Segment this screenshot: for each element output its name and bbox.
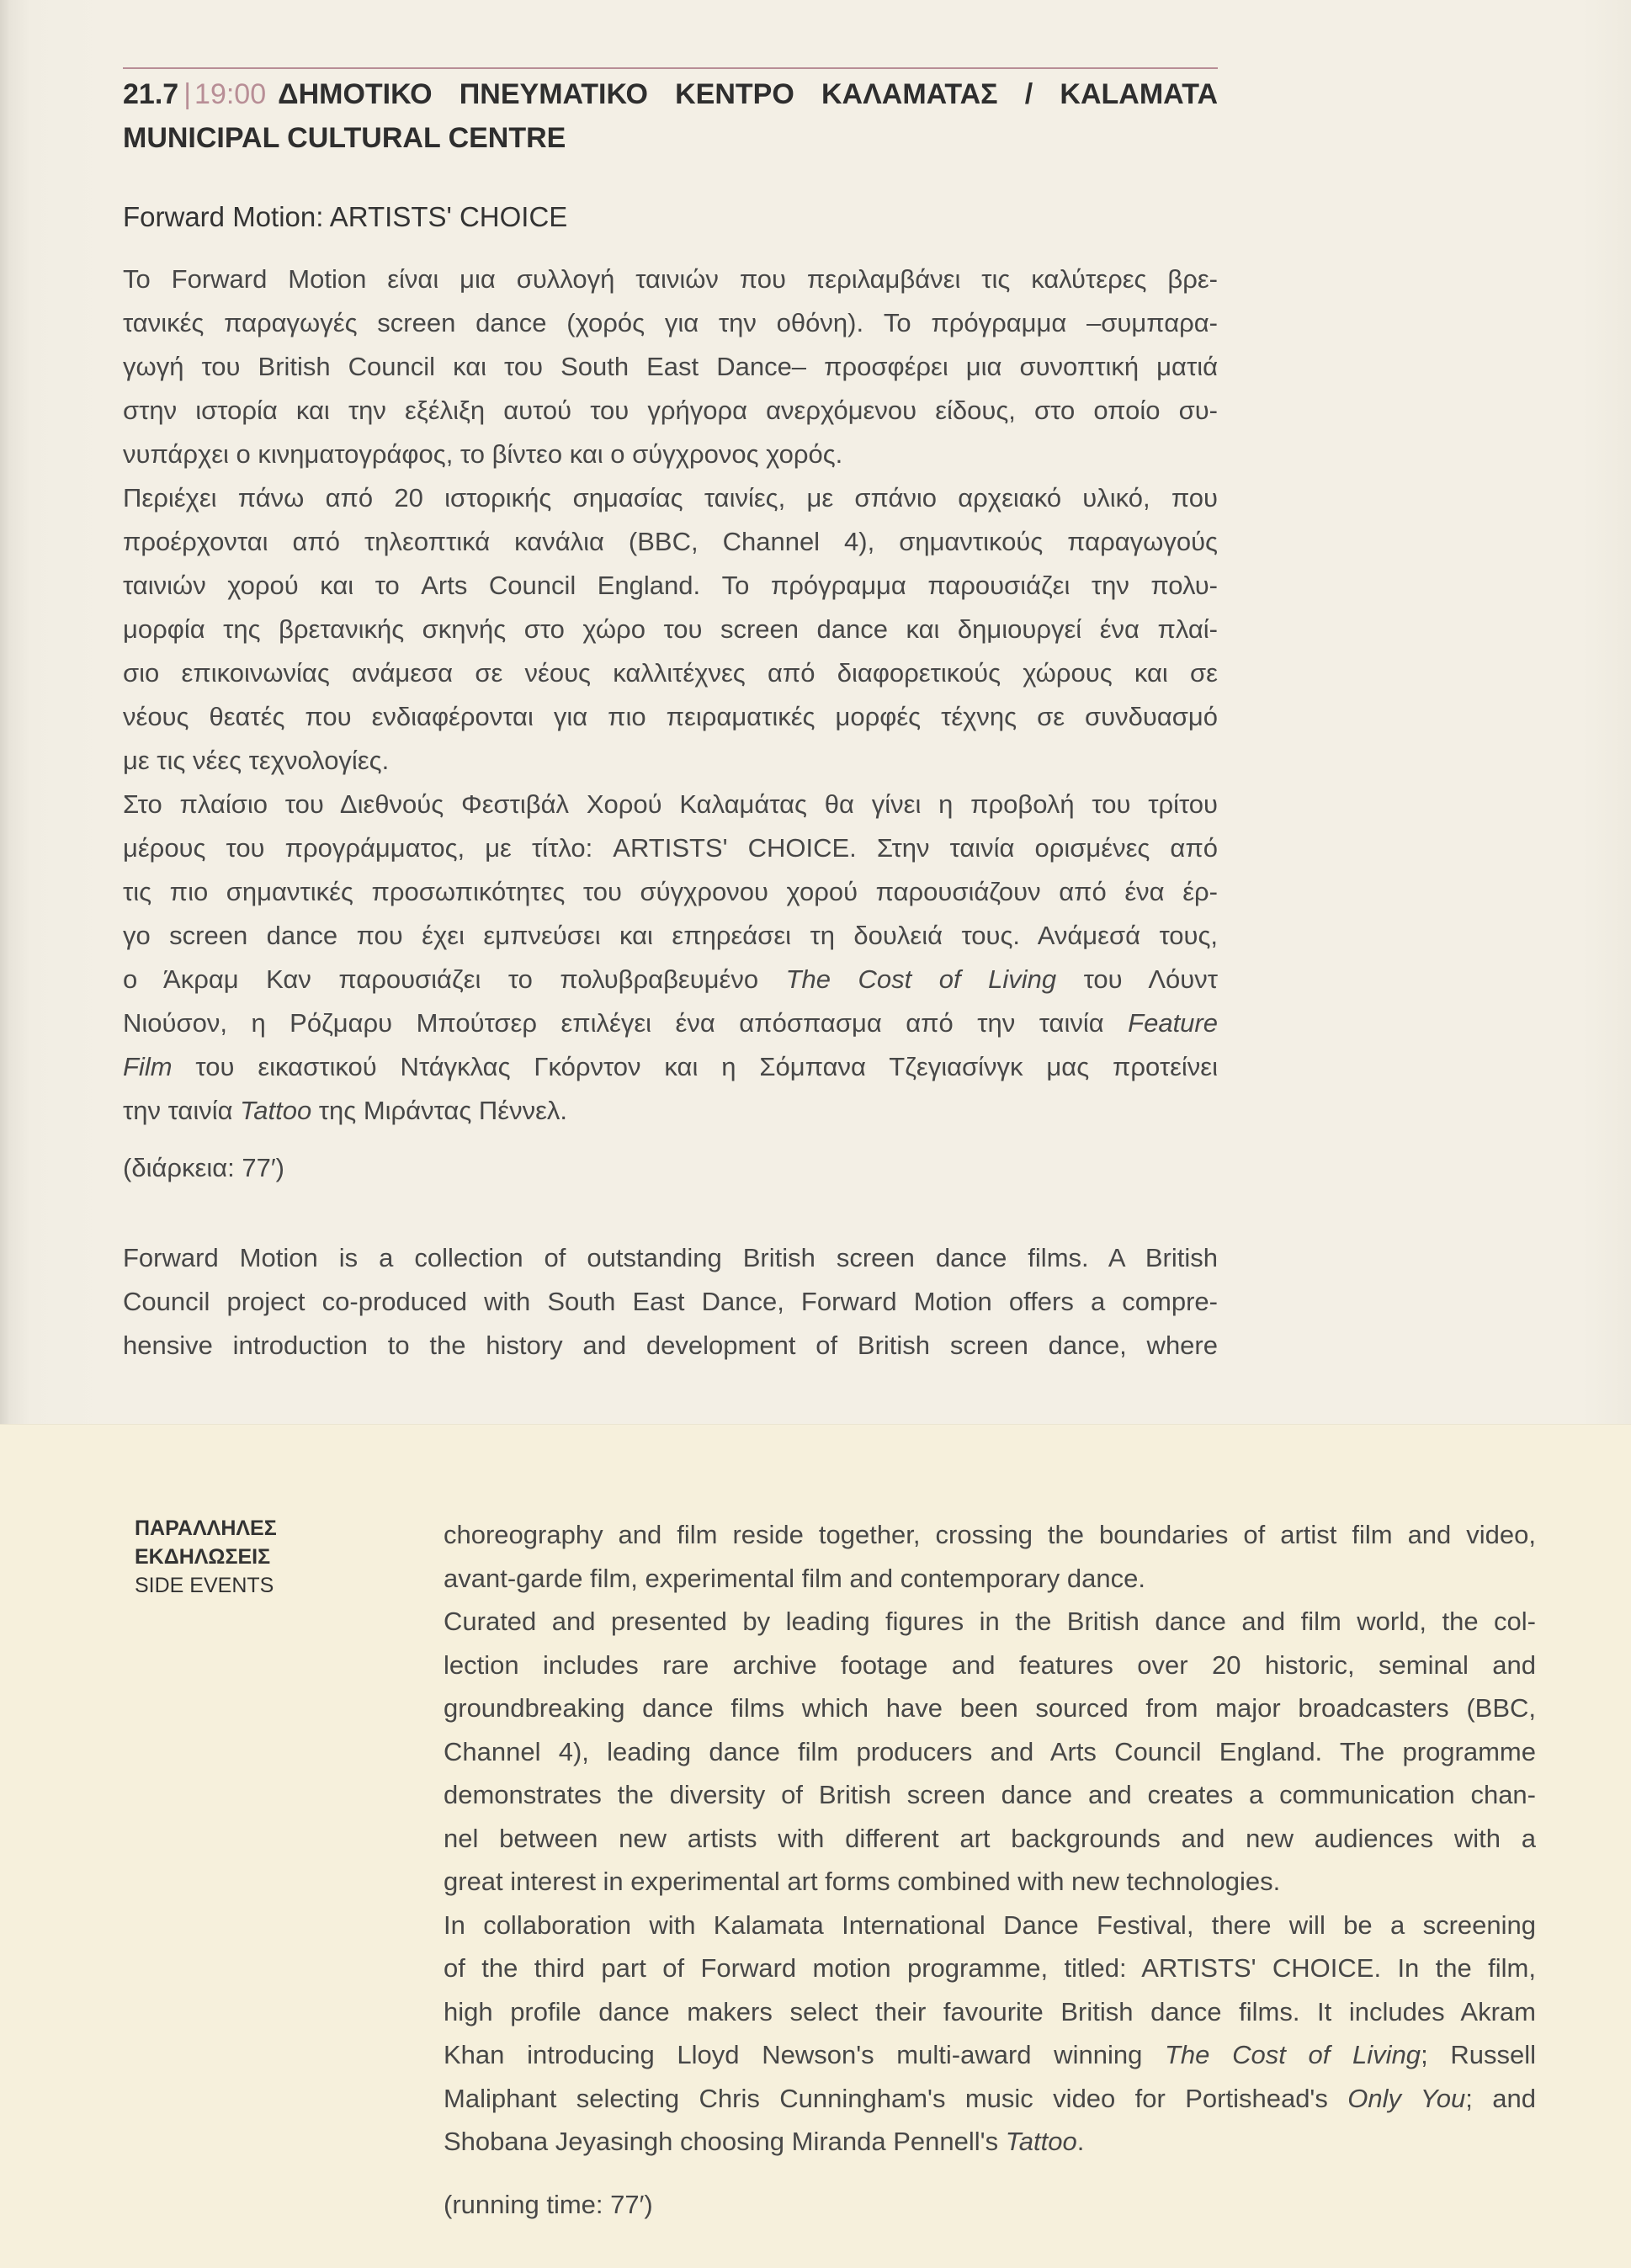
paragraph (444, 1904, 1536, 2164)
text-line: σιο επικοινωνίας ανάμεσα σε νέους καλλιτέχνες από διαφορετικούς χώρους και σε (123, 658, 1218, 688)
paragraph (444, 1513, 1536, 1600)
text-line: nel between new artists with different art backgrounds and new audiences with a (444, 1823, 1536, 1853)
text-line: νυπάρχει ο κινηματογράφος, το βίντεο και ο σύγχρονος χορός. (123, 439, 843, 469)
section-label-greek-2: ΕΚΔΗΛΩΣΕΙΣ (135, 1545, 271, 1569)
text-line: ταινιών χορού και το Arts Council England. Το πρόγραμμα παρουσιάζει την πολυ- (123, 571, 1218, 600)
text-line: προέρχονται από τηλεοπτικά κανάλια (BBC, Channel 4), σημαντικούς παραγωγούς (123, 527, 1218, 556)
text-line (444, 2033, 1536, 2077)
text-segment: ; and (1465, 2083, 1536, 2113)
text-line: στην ιστορία και την εξέλιξη αυτού του γρήγορα ανερχόμενου είδους, στο οποίο συ- (123, 396, 1218, 425)
text-line: γωγή του British Council και του South East Dance– προσφέρει μια συνοπτική ματιά (123, 352, 1218, 381)
text-line: choreography and film reside together, crossing the boundaries of artist film and video, (444, 1520, 1536, 1549)
italic-film-title: Film (123, 1052, 173, 1081)
text-line: Περιέχει πάνω από 20 ιστορικής σημασίας ταινίες, με σπάνιο αρχειακό υλικό, που (123, 483, 1218, 513)
italic-film-title: The Cost of Living (1165, 2040, 1421, 2069)
text-segment: Shobana Jeyasingh choosing Miranda Pennell's (444, 2127, 1006, 2156)
text-segment: ; Russell (1421, 2040, 1536, 2069)
text-segment: του Λόυντ (1056, 964, 1218, 994)
text-line: Το Forward Motion είναι μια συλλογή ταινιών που περιλαμβάνει τις καλύτερες βρε- (123, 264, 1218, 294)
event-date: 21.7 (123, 78, 179, 110)
section-label-greek-1: ΠΑΡΑΛΛΗΛΕΣ (135, 1516, 277, 1540)
text-segment: της Μιράντας Πέννελ. (311, 1096, 568, 1125)
text-line (444, 2120, 1536, 2164)
italic-film-title: Tattoo (1005, 2127, 1077, 2156)
event-time: 19:00 (194, 78, 267, 110)
text-line: μέρους του προγράμματος, με τίτλο: ARTISTS' CHOICE. Στην ταινία ορισμένες από (123, 833, 1218, 863)
english-description-continued (444, 1513, 1536, 2164)
section-label (135, 1514, 277, 1600)
text-line: Council project co-produced with South East Dance, Forward Motion offers a compre- (123, 1287, 1218, 1316)
text-segment: την ταινία (123, 1096, 241, 1125)
italic-film-title: Tattoo (240, 1096, 312, 1125)
paragraph (123, 1236, 1218, 1368)
text-line: τανικές παραγωγές screen dance (χορός για την οθόνη). Το πρόγραμμα –συμπαρα- (123, 308, 1218, 337)
text-line: lection includes rare archive footage and features over 20 historic, seminal and (444, 1649, 1536, 1680)
text-segment: του εικαστικού Ντάγκλας Γκόρντον και η Σόμπανα Τζεγιασίνγκ μας προτείνει (172, 1052, 1218, 1081)
text-line (123, 1089, 1218, 1133)
italic-film-title: Feature (1128, 1008, 1218, 1038)
text-segment: Khan introducing Lloyd Newson's multi-award winning (444, 2040, 1165, 2069)
text-line (123, 1045, 1218, 1089)
text-line: groundbreaking dance films which have been sourced from major broadcasters (BBC, (444, 1693, 1536, 1723)
text-line: great interest in experimental art forms combined with new technologies. (444, 1867, 1281, 1896)
event-header (123, 72, 1218, 160)
text-segment: ο Άκραμ Καν παρουσιάζει το πολυβραβευμένο (123, 964, 786, 994)
venue-name: ΔΗΜΟΤΙΚΟ ΠΝΕΥΜΑΤΙΚΟ ΚΕΝΤΡΟ ΚΑΛΑΜΑΤΑΣ / KALAMATA (278, 78, 1218, 110)
text-line (444, 2077, 1536, 2121)
text-line (123, 958, 1218, 1001)
english-duration: (running time: 77′) (444, 2190, 653, 2219)
text-segment: . (1076, 2127, 1085, 2156)
text-line: high profile dance makers select their favourite British dance films. It includes Akram (444, 1996, 1536, 2026)
date-time-separator: | (183, 78, 192, 110)
event-header-line-1 (123, 72, 1218, 116)
english-description-start (123, 1236, 1218, 1368)
paragraph (123, 258, 1218, 476)
event-title: Forward Motion: ARTISTS' CHOICE (123, 201, 568, 232)
text-line: γο screen dance που έχει εμπνεύσει και επηρεάσει τη δουλειά τους. Ανάμεσά τους, (123, 921, 1218, 950)
text-segment: Maliphant selecting Chris Cunningham's music video for Portishead's (444, 2083, 1348, 2113)
text-line: Στο πλαίσιο του Διεθνούς Φεστιβάλ Χορού Καλαμάτας θα γίνει η προβολή του τρίτου (123, 789, 1218, 819)
text-line: hensive introduction to the history and development of British screen dance, where (123, 1331, 1218, 1360)
italic-film-title: Only You (1347, 2083, 1466, 2113)
header-rule (123, 67, 1218, 69)
text-line: Curated and presented by leading figures in the British dance and film world, the col- (444, 1607, 1536, 1636)
text-line: avant-garde film, experimental film and contemporary dance. (444, 1563, 1145, 1593)
text-line: νέους θεατές που ενδιαφέρονται για πιο πειραματικές μορφές τέχνης σε συνδυασμό (123, 702, 1218, 731)
paragraph (444, 1600, 1536, 1904)
text-line: of the third part of Forward motion programme, titled: ARTISTS' CHOICE. In the film, (444, 1953, 1536, 1983)
text-line: Channel 4), leading dance film producers and Arts Council England. The programme (444, 1736, 1536, 1766)
text-segment: Νιούσον, η Ρόζμαρυ Μπούτσερ επιλέγει ένα απόσπασμα από την ταινία (123, 1008, 1129, 1038)
text-line: In collaboration with Kalamata International Dance Festival, there will be a screening (444, 1909, 1536, 1940)
text-line: demonstrates the diversity of British screen dance and creates a communication chan- (444, 1780, 1536, 1809)
text-line: τις πιο σημαντικές προσωπικότητες του σύγχρονου χορού παρουσιάζουν από ένα έρ- (123, 877, 1218, 906)
paragraph (123, 783, 1218, 1133)
greek-description (123, 258, 1218, 1133)
text-line: Forward Motion is a collection of outstanding British screen dance films. A British (123, 1243, 1218, 1272)
section-label-english: SIDE EVENTS (135, 1574, 274, 1597)
text-line (123, 1001, 1218, 1045)
paragraph (123, 476, 1218, 783)
italic-film-title: The Cost of Living (785, 964, 1057, 994)
text-line: μορφία της βρετανικής σκηνής στο χώρο του screen dance και δημιουργεί ένα πλαί- (123, 614, 1218, 644)
text-line: με τις νέες τεχνολογίες. (123, 746, 390, 775)
venue-name-continued: MUNICIPAL CULTURAL CENTRE (123, 122, 566, 154)
greek-duration: (διάρκεια: 77′) (123, 1153, 284, 1182)
